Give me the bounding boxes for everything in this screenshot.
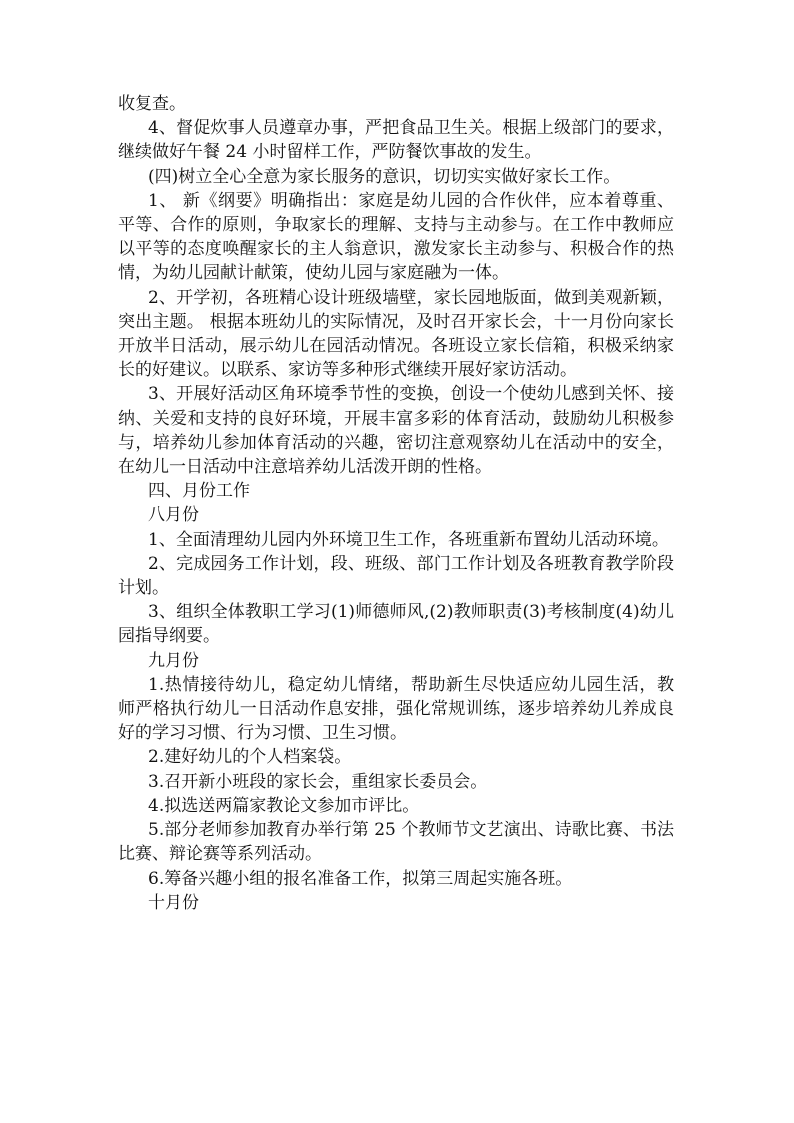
paragraph-item-2-semester-start: 2、开学初，各班精心设计班级墙壁，家长园地版面，做到美观新颖，突出主题。 根据本班幼儿的实际情况，及时召开家长会，十一月份向家长开放半日活动，展示幼儿在园活动情况。各班设立家长信箱，积极采纳家长的好建议。以联系、家访等多种形式继续开展好家访活动。 [118, 287, 674, 381]
paragraph-item-3-activity-areas: 3、开展好活动区角环境季节性的变换，创设一个使幼儿感到关怀、接纳、关爱和支持的良好环境，开展丰富多彩的体育活动，鼓励幼儿积极参与，培养幼儿参加体育活动的兴趣，密切注意观察幼儿在活动中的安全，在幼儿一日活动中注意培养幼儿活泼开朗的性格。 [118, 384, 674, 478]
september-item-2: 2.建好幼儿的个人档案袋。 [148, 747, 352, 768]
august-item-1: 1、全面清理幼儿园内外环境卫生工作，各班重新布置幼儿活动环境。 [148, 529, 669, 550]
document-page [118, 92, 674, 915]
section-heading-monthly-work: 四、月份工作 [148, 481, 250, 502]
month-heading-september: 九月份 [148, 650, 199, 671]
august-item-2: 2、完成园务工作计划，段、班级、部门工作计划及各班教育教学阶段计划。 [118, 553, 674, 599]
section-heading-parent-service: (四)树立全心全意为家长服务的意识，切切实实做好家长工作。 [148, 166, 621, 187]
paragraph-continuation: 收复查。 [118, 94, 186, 114]
september-item-3: 3.召开新小班段的家长会，重组家长委员会。 [148, 771, 488, 792]
month-heading-october: 十月份 [148, 892, 199, 913]
september-item-5: 5.部分老师参加教育办举行第 25 个教师节文艺演出、诗歌比赛、书法比赛、辩论赛等系列活动。 [118, 820, 674, 865]
paragraph-item-4-kitchen: 4、督促炊事人员遵章办事，严把食品卫生关。根据上级部门的要求，继续做好午餐 24 小时留样工作，严防餐饮事故的发生。 [118, 118, 674, 163]
september-item-6: 6.筹备兴趣小组的报名准备工作，拟第三周起实施各班。 [148, 868, 573, 889]
august-item-3: 3、组织全体教职工学习(1)师德师风,(2)教师职责(3)考核制度(4)幼儿园指导纲要。 [118, 602, 674, 647]
paragraph-item-1-guidelines: 1、 新《纲要》明确指出：家庭是幼儿园的合作伙伴，应本着尊重、平等、合作的原则，争取家长的理解、支持与主动参与。在工作中教师应以平等的态度唤醒家长的主人翁意识，激发家长主动参与、积极合作的热情，为幼儿园献计献策，使幼儿园与家庭融为一体。 [118, 190, 674, 284]
september-item-1: 1.热情接待幼儿，稳定幼儿情绪，帮助新生尽快适应幼儿园生活，教师严格执行幼儿一日活动作息安排，强化常规训练，逐步培养幼儿养成良好的学习习惯、行为习惯、卫生习惯。 [118, 674, 674, 744]
month-heading-august: 八月份 [148, 505, 199, 526]
september-item-4: 4.拟选送两篇家教论文参加市评比。 [148, 795, 420, 816]
